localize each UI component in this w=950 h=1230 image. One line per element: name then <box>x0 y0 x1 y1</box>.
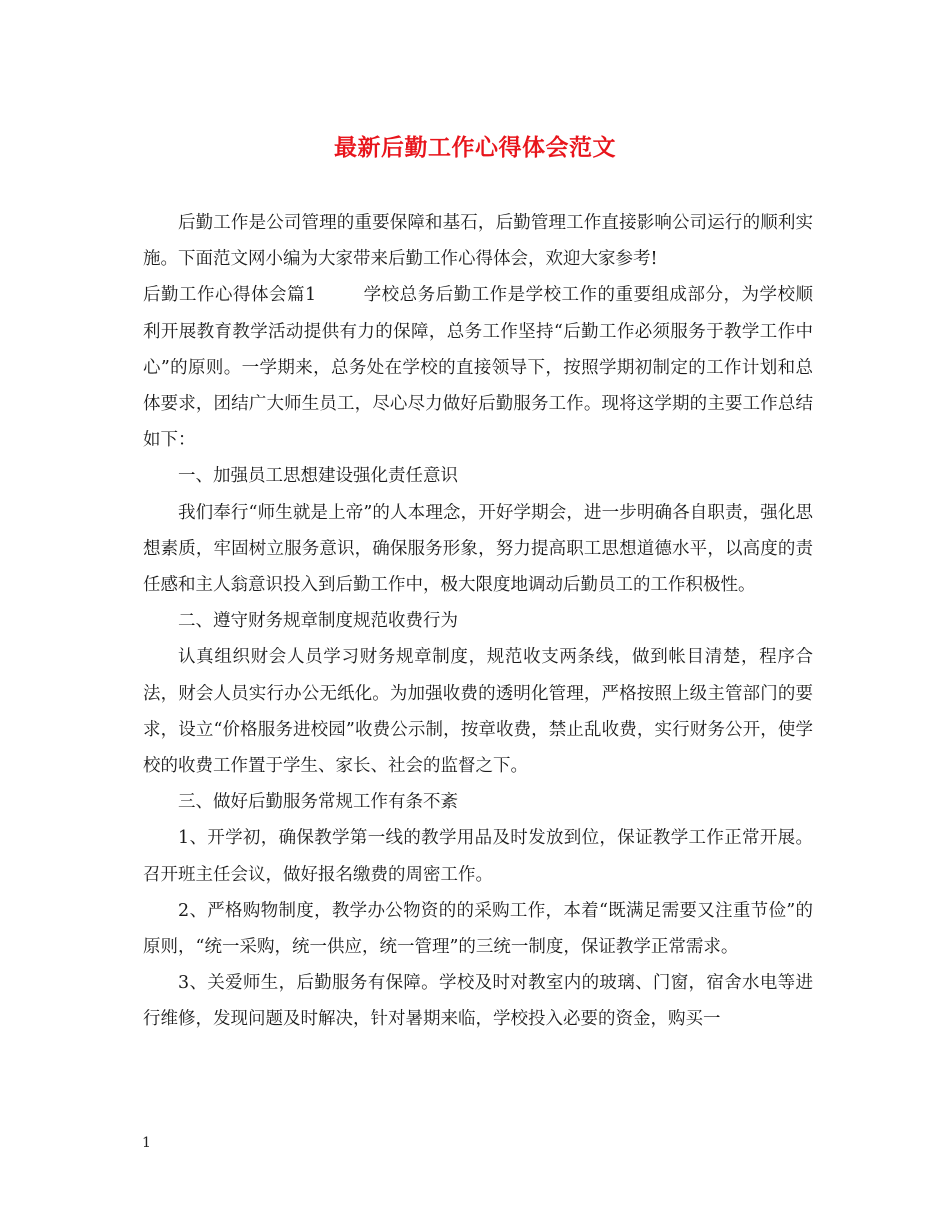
document-title: 最新后勤工作心得体会范文 <box>334 134 616 161</box>
body-paragraph-2: 认真组织财会人员学习财务规章制度，规范收支两条线，做到帐目清楚，程序合法，财会人员实行办公无纸化。为加强收费的透明化管理，严格按照上级主管部门的要求，设立“价格服务进校园”收费公示制，按章收费，禁止乱收费，实行财务公开，使学校的收费工作置于学生、家长、社会的监督之下。 <box>143 647 813 777</box>
section-heading-3: 三、做好后勤服务常规工作有条不紊 <box>178 792 458 813</box>
article-label: 后勤工作心得体会篇1 <box>143 285 317 306</box>
intro-paragraph: 后勤工作是公司管理的重要保障和基石，后勤管理工作直接影响公司运行的顺利实施。下面范文网小编为大家带来后勤工作心得体会，欢迎大家参考! <box>143 213 813 270</box>
list-item-3: 3、关爱师生，后勤服务有保障。学校及时对教室内的玻璃、门窗，宿舍水电等进行维修，发现问题及时解决，针对暑期来临，学校投入必要的资金，购买一 <box>143 973 813 1030</box>
section-heading-1: 一、加强员工思想建设强化责任意识 <box>178 466 458 487</box>
article-lead-paragraph <box>143 277 813 458</box>
list-item-2: 2、严格购物制度，教学办公物资的的采购工作，本着“既满足需要又注重节俭”的原则，“统一采购，统一供应，统一管理”的三统一制度，保证教学正常需求。 <box>143 900 813 958</box>
article-lead-text: 学校总务后勤工作是学校工作的重要组成部分，为学校顺利开展教育教学活动提供有力的保障，总务工作坚持“后勤工作必须服务于教学工作中心”的原则。一学期来，总务处在学校的直接领导下，按照学期初制定的工作计划和总体要求，团结广大师生员工，尽心尽力做好后勤服务工作。现将这学期的主要工作总结如下： <box>143 285 814 451</box>
page-number: 1 <box>142 1135 151 1151</box>
body-paragraph-1: 我们奉行“师生就是上帝”的人本理念，开好学期会，进一步明确各自职责，强化思想素质，牢固树立服务意识，确保服务形象，努力提高职工思想道德水平，以高度的责任感和主人翁意识投入到后勤工作中，极大限度地调动后勤员工的工作积极性。 <box>143 502 813 596</box>
list-item-1: 1、开学初，确保教学第一线的教学用品及时发放到位，保证教学工作正常开展。召开班主任会议，做好报名缴费的周密工作。 <box>143 828 813 885</box>
section-heading-2: 二、遵守财务规章制度规范收费行为 <box>178 611 458 632</box>
document-body <box>143 205 813 1038</box>
